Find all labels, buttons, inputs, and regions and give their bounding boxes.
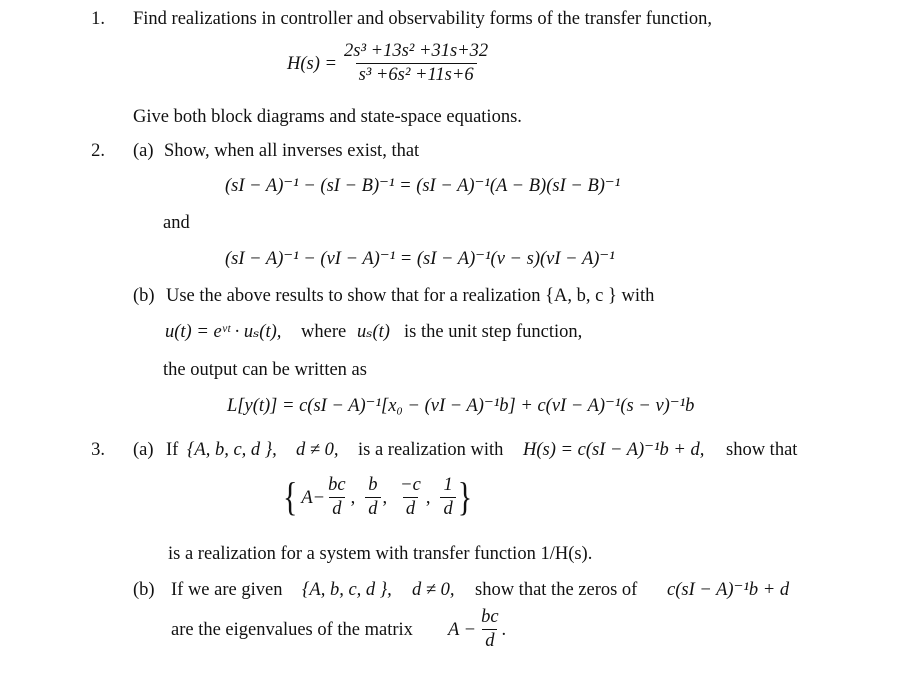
fraction-4-numerator: 1 bbox=[443, 475, 453, 495]
problem-3b-matrix-expression bbox=[448, 608, 506, 652]
fraction-3-denominator: d bbox=[403, 497, 418, 519]
problem-2b-input-expression: u(t) = eᵛᵗ · uₛ(t), bbox=[165, 322, 282, 342]
matrix-period: . bbox=[501, 619, 507, 640]
realization-a: A bbox=[301, 487, 313, 508]
problem-3a-transfer-function: H(s) = c(sI − A)⁻¹b + d, bbox=[523, 440, 705, 460]
problem-3b-expression: c(sI − A)⁻¹b + d bbox=[667, 580, 790, 600]
problem-3b-label: (b) bbox=[133, 580, 155, 600]
problem-2a-equation-1: (sI − A)⁻¹ − (sI − B)⁻¹ = (sI − A)⁻¹(A − B)(sI − B)⁻¹ bbox=[225, 176, 621, 196]
equation-lhs: H(s) = bbox=[287, 53, 337, 74]
problem-3a-if: If bbox=[166, 440, 179, 460]
left-brace: { bbox=[283, 474, 298, 520]
fraction-2-denominator: d bbox=[365, 497, 380, 519]
problem-3a-text-mid: is a realization with bbox=[358, 440, 504, 460]
matrix-fraction-denominator: d bbox=[482, 629, 497, 651]
problem-1-number: 1. bbox=[91, 9, 105, 29]
problem-3a-set: {A, b, c, d }, bbox=[187, 440, 277, 460]
problem-2b-output-equation: L[y(t)] = c(sI − A)⁻¹[x₀ − (vI − A)⁻¹b] + c(vI − A)⁻¹(s − v)⁻¹b bbox=[227, 396, 695, 416]
equation-numerator: 2s³ +13s² +31s+32 bbox=[344, 41, 489, 61]
equation-denominator: s³ +6s² +11s+6 bbox=[356, 63, 477, 85]
problem-2b-where: where bbox=[301, 322, 347, 342]
fraction-4-denominator: d bbox=[440, 497, 455, 519]
realization-minus: − bbox=[313, 487, 325, 508]
problem-2b-line1: Use the above results to show that for a realization {A, b, c } with bbox=[166, 286, 655, 306]
fraction-1-numerator: bc bbox=[328, 475, 346, 495]
problem-3b-text1: If we are given bbox=[171, 580, 283, 600]
problem-3a-label: (a) bbox=[133, 440, 154, 460]
problem-1-equation bbox=[287, 42, 491, 86]
problem-2b-label: (b) bbox=[133, 286, 155, 306]
matrix-fraction-numerator: bc bbox=[481, 607, 499, 627]
fraction-3-numerator: −c bbox=[400, 475, 421, 495]
problem-3b-condition: d ≠ 0, bbox=[412, 580, 455, 600]
problem-2b-line2-text: is the unit step function, bbox=[404, 322, 583, 342]
problem-2b-line3: the output can be written as bbox=[163, 360, 367, 380]
problem-3b-set: {A, b, c, d }, bbox=[302, 580, 392, 600]
problem-3a-realization: { A − $\frac{bc}{d}$ , $\frac{b}{d}$ , $\frac{-c}{d}$ , $\frac{1}{d}$ } bbox=[283, 474, 473, 520]
problem-2-number: 2. bbox=[91, 141, 105, 161]
problem-3b-text2: show that the zeros of bbox=[475, 580, 638, 600]
matrix-a: A − bbox=[448, 619, 477, 640]
problem-2a-connector: and bbox=[163, 213, 190, 233]
problem-1-text: Find realizations in controller and observability forms of the transfer function, bbox=[133, 9, 712, 29]
right-brace: } bbox=[457, 474, 473, 520]
problem-3a-conclusion: is a realization for a system with transfer function 1/H(s). bbox=[168, 544, 593, 564]
problem-2a-equation-2: (sI − A)⁻¹ − (vI − A)⁻¹ = (sI − A)⁻¹(v − s)(vI − A)⁻¹ bbox=[225, 249, 615, 269]
problem-3a-text-end: show that bbox=[726, 440, 798, 460]
problem-1-followup: Give both block diagrams and state-space equations. bbox=[133, 107, 522, 127]
problem-3b-line2: are the eigenvalues of the matrix bbox=[171, 620, 413, 640]
problem-3-number: 3. bbox=[91, 440, 105, 460]
problem-2a-label: (a) bbox=[133, 141, 154, 161]
problem-3a-condition: d ≠ 0, bbox=[296, 440, 339, 460]
problem-2a-text: Show, when all inverses exist, that bbox=[164, 141, 420, 161]
problem-2b-unit-step: uₛ(t) bbox=[357, 322, 390, 342]
fraction-1-denominator: d bbox=[329, 497, 344, 519]
fraction-2-numerator: b bbox=[368, 475, 378, 495]
